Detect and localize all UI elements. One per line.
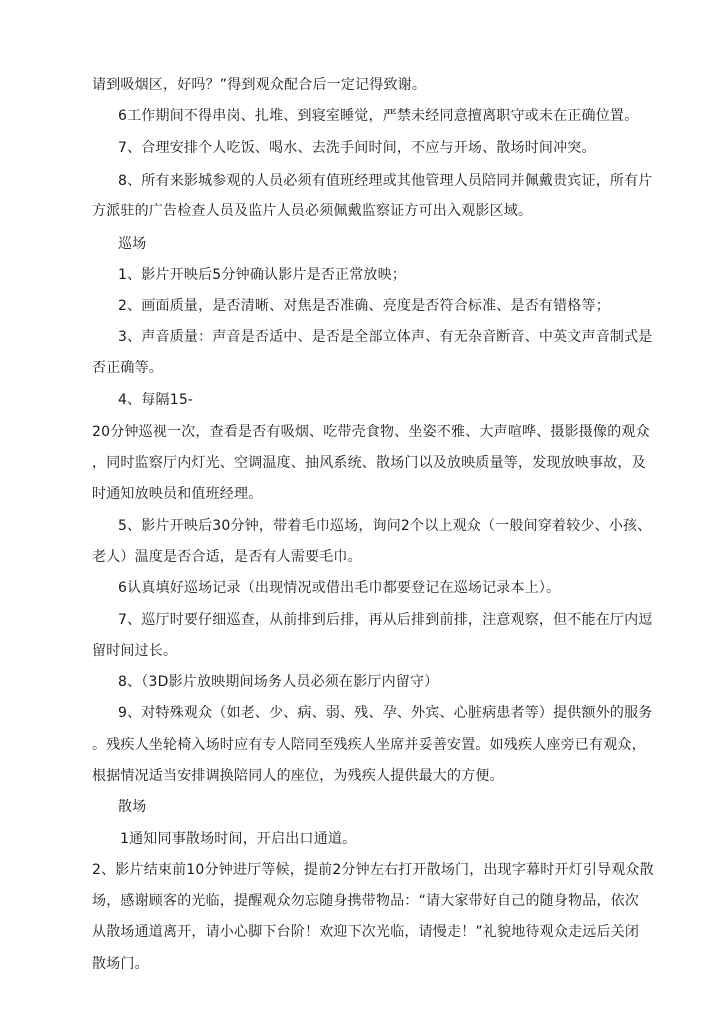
text-line: 7、合理安排个人吃饭、喝水、去洗手间时间，不应与开场、散场时间冲突。 [118, 140, 596, 156]
text-line: 场，感谢顾客的光临，提醒观众勿忘随身携带物品：“请大家带好自己的随身物品，依次 [92, 893, 640, 909]
text-line: 20分钟巡视一次，查看是否有吸烟、吃带壳食物、坐姿不雅、大声喧哗、摄影摄像的观众 [92, 424, 650, 440]
text-line: 2、影片结束前10分钟进厅等候，提前2分钟左右打开散场门，出现字幕时开灯引导观众散 [92, 862, 654, 878]
text-line: 。残疾人坐轮椅入场时应有专人陪同至残疾人坐席并妥善安置。如残疾人座旁已有观众， [92, 737, 646, 753]
text-line: 请到吸烟区，好吗？”得到观众配合后一定记得致谢。 [92, 77, 427, 93]
text-line: 1通知同事散场时间，开启出口通道。 [120, 831, 357, 847]
text-line: 5、影片开映后30分钟，带着毛巾巡场，询问2个以上观众（一般间穿着较少、小孩、 [118, 518, 652, 534]
text-line: 方派驻的广告检查人员及监片人员必须佩戴监察证方可出入观影区域。 [92, 203, 533, 219]
text-line: ，同时监察厅内灯光、空调温度、抽风系统、散场门以及放映质量等，发现放映事故，及 [92, 455, 646, 471]
section-heading-patrol: 巡场 [118, 236, 147, 252]
text-line: 老人）温度是否合适，是否有人需要毛巾。 [92, 549, 362, 565]
text-line: 6工作期间不得串岗、扎堆、到寝室睡觉，严禁未经同意擅离职守或未在正确位置。 [118, 108, 639, 124]
text-line: 8、所有来影城参观的人员必须有值班经理或其他管理人员陪同并佩戴贵宾证，所有片 [118, 173, 653, 189]
text-line: 散场门。 [92, 956, 149, 972]
text-line: 7、巡厅时要仔细巡查，从前排到后排，再从后排到前排，注意观察，但不能在厅内逗 [118, 612, 653, 628]
text-line: 否正确等。 [92, 360, 163, 376]
text-line: 从散场通道离开，请小心脚下台阶！欢迎下次光临，请慢走！”礼貌地待观众走远后关闭 [92, 924, 640, 940]
text-line: 8、（3D影片放映期间场务人员必须在影厅内留守） [118, 674, 439, 690]
text-line: 9、对特殊观众（如老、少、病、弱、残、孕、外宾、心脏病患者等）提供额外的服务 [118, 705, 653, 721]
text-line: 4、每隔15- [118, 392, 194, 408]
text-line: 根据情况适当安排调换陪同人的座位，为残疾人提供最大的方便。 [92, 768, 504, 784]
text-line: 2、画面质量，是否清晰、对焦是否准确、亮度是否符合标准、是否有错格等； [118, 298, 610, 314]
text-line: 6认真填好巡场记录（出现情况或借出毛巾都要登记在巡场记录本上）。 [118, 580, 561, 596]
text-line: 1、影片开映后5分钟确认影片是否正常放映； [118, 267, 407, 283]
text-line: 留时间过长。 [92, 643, 178, 659]
text-line: 时通知放映员和值班经理。 [92, 486, 263, 502]
section-heading-dismissal: 散场 [118, 799, 147, 815]
text-line: 3、声音质量：声音是否适中、是否是全部立体声、有无杂音断音、中英文声音制式是 [118, 329, 653, 345]
